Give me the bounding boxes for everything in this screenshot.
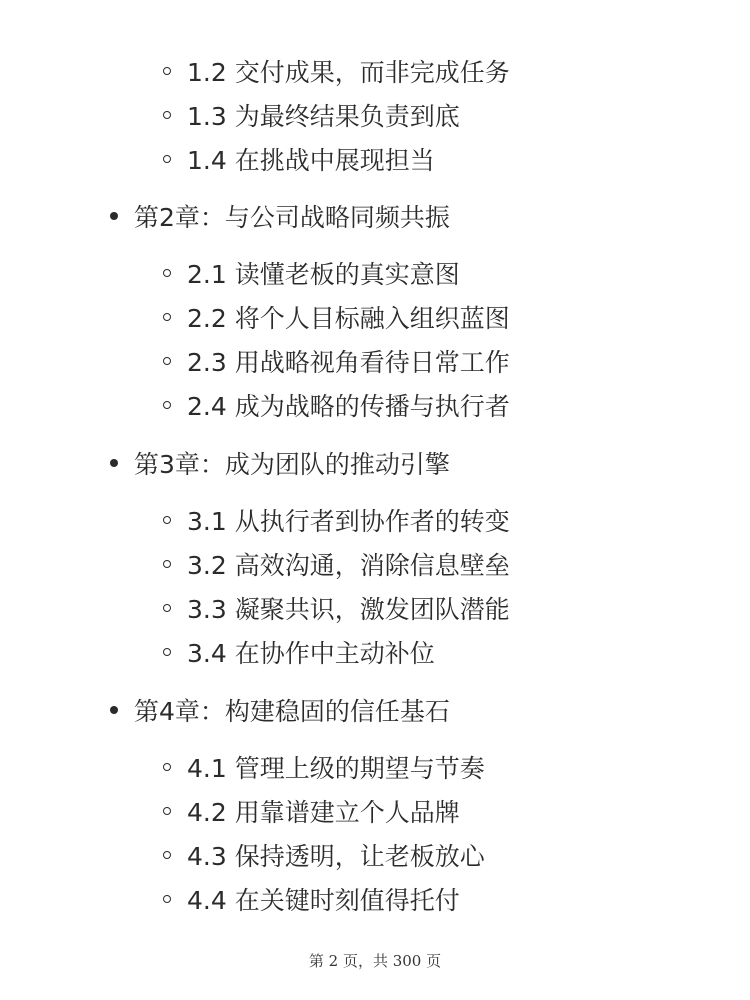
solid-bullet-icon [110,706,118,714]
hollow-bullet-icon [163,516,171,524]
outline-item-label: 3.4 在协作中主动补位 [187,639,435,668]
hollow-bullet-icon [163,648,171,656]
hollow-bullet-icon [163,67,171,75]
outline-item-2-4 [163,387,510,423]
outline-item-label: 3.2 高效沟通，消除信息壁垒 [187,551,510,580]
chapter-title: 第2章：与公司战略同频共振 [134,203,450,232]
outline-item-4-4 [163,881,460,917]
outline-item-label: 4.4 在关键时刻值得托付 [187,886,460,915]
outline-item-label: 2.2 将个人目标融入组织蓝图 [187,304,510,333]
hollow-bullet-icon [163,763,171,771]
outline-item-label: 3.1 从执行者到协作者的转变 [187,507,510,536]
chapter-2-heading [110,198,450,234]
solid-bullet-icon [110,459,118,467]
outline-item-4-1 [163,749,485,785]
outline-item-4-2 [163,793,460,829]
outline-item-label: 2.4 成为战略的传播与执行者 [187,392,510,421]
hollow-bullet-icon [163,155,171,163]
hollow-bullet-icon [163,111,171,119]
hollow-bullet-icon [163,357,171,365]
outline-item-label: 1.2 交付成果，而非完成任务 [187,58,510,87]
outline-item-label: 4.3 保持透明，让老板放心 [187,842,485,871]
outline-item-2-3 [163,343,510,379]
outline-item-label: 1.4 在挑战中展现担当 [187,146,435,175]
outline-item-label: 4.1 管理上级的期望与节奏 [187,754,485,783]
outline-item-4-3 [163,837,485,873]
hollow-bullet-icon [163,851,171,859]
chapter-3-heading [110,445,450,481]
outline-item-label: 1.3 为最终结果负责到底 [187,102,460,131]
chapter-4-heading [110,692,450,728]
outline-item-label: 3.3 凝聚共识，激发团队潜能 [187,595,510,624]
outline-item-3-2 [163,546,510,582]
page-number-footer: 第 2 页，共 300 页 [308,952,442,970]
outline-item-3-4 [163,634,435,670]
hollow-bullet-icon [163,560,171,568]
outline-item-label: 2.1 读懂老板的真实意图 [187,260,460,289]
chapter-title: 第4章：构建稳固的信任基石 [134,697,450,726]
outline-item-1-4 [163,141,435,177]
outline-item-2-2 [163,299,510,335]
hollow-bullet-icon [163,313,171,321]
outline-item-label: 2.3 用战略视角看待日常工作 [187,348,510,377]
chapter-title: 第3章：成为团队的推动引擎 [134,450,450,479]
outline-item-3-3 [163,590,510,626]
hollow-bullet-icon [163,401,171,409]
solid-bullet-icon [110,212,118,220]
outline-item-1-3 [163,97,460,133]
hollow-bullet-icon [163,604,171,612]
hollow-bullet-icon [163,269,171,277]
outline-item-label: 4.2 用靠谱建立个人品牌 [187,798,460,827]
outline-item-2-1 [163,255,460,291]
outline-item-1-2 [163,53,510,89]
hollow-bullet-icon [163,807,171,815]
outline-item-3-1 [163,502,510,538]
hollow-bullet-icon [163,895,171,903]
